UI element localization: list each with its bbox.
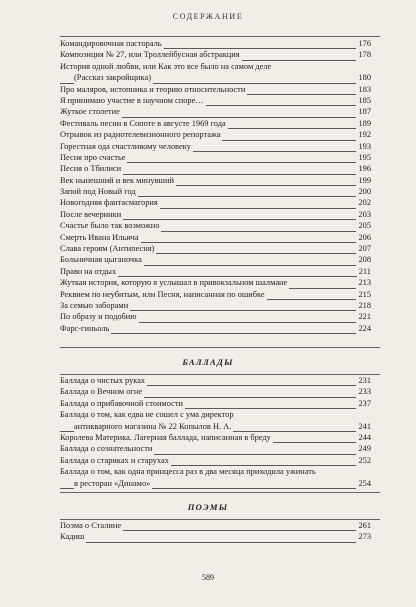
toc-entry-page: 233 <box>358 387 371 397</box>
toc-entry-page: 218 <box>358 300 371 310</box>
toc-entry <box>60 95 371 106</box>
toc-entry-page: 202 <box>358 198 371 208</box>
toc-entry-title: Поэма о Сталине <box>60 521 122 530</box>
toc-entry-title: Слава героям (Антипесня) <box>60 244 155 254</box>
toc-entry-title: Композиция № 27, или Троллейбусная абстракция <box>60 50 240 60</box>
toc-entry <box>60 300 371 311</box>
toc-entry-title: Баллада о чистых руках <box>60 376 146 385</box>
toc-entry-title: Век нынешний и век минувший <box>60 175 174 185</box>
section-title-poems: ПОЭМЫ <box>187 502 229 512</box>
toc-entry-page: 205 <box>358 221 371 231</box>
toc-entry <box>60 49 371 60</box>
toc-entry-title: Королева Материка. Лагерная баллада, написанная в бреду <box>60 432 271 442</box>
toc-entry-page: 237 <box>358 398 371 408</box>
toc-entry-title: Жуткое столетие <box>60 107 120 117</box>
toc-entry-page: 231 <box>358 376 371 385</box>
toc-entry <box>60 197 371 208</box>
toc-entry <box>60 220 371 231</box>
top-rule <box>60 36 380 37</box>
toc-entry-page: 244 <box>358 432 371 442</box>
toc-group-ballads <box>60 375 371 489</box>
toc-entry-title: Фестиваль песни в Сопоте в августе 1969 года <box>60 118 226 128</box>
toc-entry <box>60 409 371 420</box>
toc-entry <box>60 266 371 277</box>
toc-group-main <box>60 38 371 334</box>
toc-entry <box>60 520 371 531</box>
toc-entry <box>60 141 371 152</box>
toc-entry-title: (Рассказ закройщика) <box>74 73 151 83</box>
toc-entry-page: 249 <box>358 444 371 454</box>
toc-entry-page: 273 <box>358 532 371 542</box>
toc-entry <box>60 443 371 454</box>
toc-entry-title: Кадиш <box>60 532 85 542</box>
toc-entry-page: 199 <box>358 175 371 185</box>
toc-entry-title: За семью заборами <box>60 300 129 310</box>
toc-entry <box>60 243 371 254</box>
toc-entry <box>60 72 371 83</box>
toc-entry-title: в ресторан «Динамо» <box>74 478 151 488</box>
toc-entry-title: Больничная цыганочка <box>60 255 142 265</box>
toc-entry-page: 176 <box>358 39 371 48</box>
toc-entry-title: Запой под Новый год <box>60 187 136 197</box>
toc-entry-title: Про маляров, истопника и теорию относительности <box>60 84 246 94</box>
toc-entry-title: Баллада о том, как едва не сошел с ума директор <box>60 410 234 420</box>
toc-entry <box>60 61 371 72</box>
toc-entry <box>60 432 371 443</box>
toc-entry-page: 200 <box>358 187 371 197</box>
toc-entry <box>60 186 371 197</box>
toc-entry-title: Командировочная пастораль <box>60 39 162 48</box>
toc-entry <box>60 289 371 300</box>
toc-entry <box>60 84 371 95</box>
toc-entry-title: Смерть Ивана Ильича <box>60 232 139 242</box>
toc-entry-page: 221 <box>358 312 371 322</box>
toc-entry <box>60 466 371 477</box>
toc-entry-page: 180 <box>358 73 371 83</box>
toc-entry <box>60 323 371 334</box>
toc-entry <box>60 421 371 432</box>
toc-entry-title: По образу и подобию <box>60 312 137 322</box>
section-title-ballads: БАЛЛАДЫ <box>182 357 234 367</box>
toc-entry-title: Баллада о Вечном огне <box>60 387 143 397</box>
toc-entry <box>60 152 371 163</box>
toc-entry-title: Я принимаю участие в научном споре… <box>60 95 204 105</box>
toc-entry-page: 178 <box>358 50 371 60</box>
toc-entry-title: Песня про счастье <box>60 152 126 162</box>
toc-entry-page: 252 <box>358 455 371 465</box>
toc-entry-title: Баллада о стариках и старухах <box>60 455 169 465</box>
toc-entry-page: 203 <box>358 209 371 219</box>
toc-entry-page: 208 <box>358 255 371 265</box>
toc-entry-page: 211 <box>358 266 371 276</box>
toc-entry-title: Право на отдых <box>60 266 117 276</box>
toc-entry-title: Горестная ода счастливому человеку <box>60 141 191 151</box>
toc-entry-page: 224 <box>358 323 371 333</box>
toc-entry <box>60 209 371 220</box>
toc-entry-page: 213 <box>358 278 371 288</box>
toc-entry-page: 192 <box>358 130 371 140</box>
toc-entry-page: 215 <box>358 289 371 299</box>
toc-entry <box>60 375 371 386</box>
toc-entry <box>60 386 371 397</box>
toc-entry-title: Баллада о том, как одна принцесса раз в два месяца приходила ужинать <box>60 467 316 477</box>
toc-entry-title: Жуткая история, которую я услышал в привокзальном шалмане <box>60 278 288 288</box>
toc-entry <box>60 455 371 466</box>
toc-entry-page: 183 <box>358 84 371 94</box>
toc-entry <box>60 277 371 288</box>
toc-entry <box>60 311 371 322</box>
toc-entry-title: Песня о Тбилиси <box>60 164 122 174</box>
toc-entry-page: 241 <box>358 421 371 431</box>
toc-entry-page: 195 <box>358 152 371 162</box>
toc-entry <box>60 163 371 174</box>
toc-entry-title: После вечеринки <box>60 209 122 219</box>
toc-entry-page: 207 <box>358 244 371 254</box>
toc-entry <box>60 175 371 186</box>
toc-entry-title: Отрывок из радиотелевизионного репортажа <box>60 130 221 140</box>
toc-entry <box>60 129 371 140</box>
toc-entry-page: 196 <box>358 164 371 174</box>
toc-entry <box>60 478 371 489</box>
toc-entry <box>60 118 371 129</box>
toc-entry-page: 261 <box>358 521 371 530</box>
toc-entry-page: 189 <box>358 118 371 128</box>
toc-entry-title: Счастье было так возможно <box>60 221 160 231</box>
section-rule <box>60 347 380 348</box>
running-head: СОДЕРЖАНИЕ <box>172 12 244 21</box>
page-number: 589 <box>202 573 214 582</box>
toc-entry-title: Баллада о сознательности <box>60 444 153 454</box>
toc-group-poems <box>60 520 371 543</box>
toc-entry <box>60 38 371 49</box>
toc-entry-title: Баллада о прибавочной стоимости <box>60 398 183 408</box>
toc-entry-page: 187 <box>358 107 371 117</box>
toc-entry <box>60 232 371 243</box>
toc-entry-page: 185 <box>358 95 371 105</box>
section-rule <box>60 492 380 493</box>
toc-entry-title: История одной любви, или Как это все было на самом деле <box>60 61 272 71</box>
toc-entry <box>60 106 371 117</box>
toc-entry <box>60 254 371 265</box>
toc-entry-title: Фарс-гиньоль <box>60 323 110 333</box>
toc-entry <box>60 398 371 409</box>
toc-entry <box>60 531 371 542</box>
toc-entry-title: антикварного магазина № 22 Копылов Н. А. <box>74 421 232 431</box>
toc-entry-title: Новогодняя фантасмагория <box>60 198 158 208</box>
toc-entry-page: 206 <box>358 232 371 242</box>
toc-entry-page: 193 <box>358 141 371 151</box>
toc-entry-title: Реквием по неубитым, или Песня, написанная по ошибке <box>60 289 265 299</box>
toc-entry-page: 254 <box>358 478 371 488</box>
